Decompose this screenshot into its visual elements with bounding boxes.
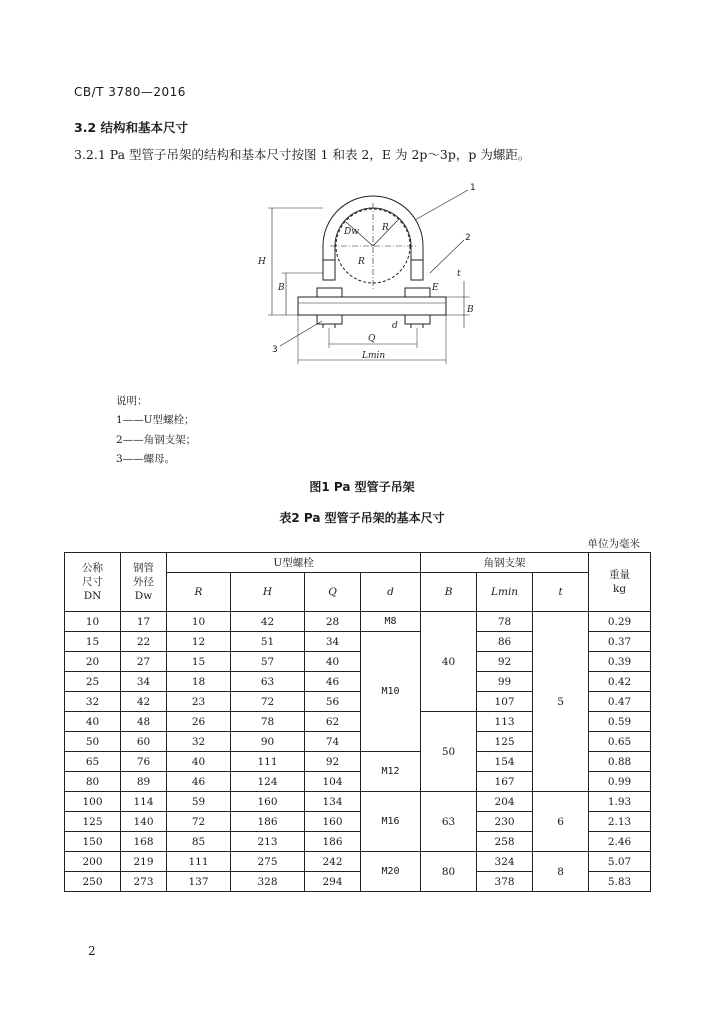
table-caption: 表2 Pa 型管子吊架的基本尺寸: [279, 511, 445, 525]
cell-r: 23: [167, 692, 231, 712]
cell-h: 78: [231, 712, 305, 732]
cell-dn: 125: [65, 812, 121, 832]
dim-label-e: E: [432, 283, 439, 293]
cell-weight: 0.29: [589, 612, 651, 632]
cell-q: 62: [305, 712, 361, 732]
cell-r: 111: [167, 852, 231, 872]
cell-weight: 0.65: [589, 732, 651, 752]
cell-q: 160: [305, 812, 361, 832]
cell-r: 12: [167, 632, 231, 652]
cell-r: 32: [167, 732, 231, 752]
cell-q: 34: [305, 632, 361, 652]
cell-dn: 65: [65, 752, 121, 772]
cell-dn: 20: [65, 652, 121, 672]
cell-d: M10: [361, 632, 421, 752]
header-dn: 公称 尺寸 DN: [65, 553, 121, 612]
dim-label-b-right: B: [467, 305, 474, 315]
table-row: [65, 792, 651, 812]
cell-b: 40: [421, 612, 477, 712]
cell-q: 28: [305, 612, 361, 632]
cell-r: 40: [167, 752, 231, 772]
header-r: R: [167, 573, 231, 612]
cell-lmin: 204: [477, 792, 533, 812]
cell-dn: 80: [65, 772, 121, 792]
cell-lmin: 378: [477, 872, 533, 892]
cell-lmin: 125: [477, 732, 533, 752]
cell-dw: 60: [121, 732, 167, 752]
cell-dw: 168: [121, 832, 167, 852]
legend-item: 1——U型螺栓；: [116, 414, 195, 426]
dim-label-lmin: Lmin: [362, 351, 386, 361]
section-paragraph: 3.2.1 Pa 型管子吊架的结构和基本尺寸按图 1 和表 2，E 为 2p～3p，p 为螺距。: [74, 147, 531, 162]
cell-t: 8: [533, 852, 589, 892]
standard-code: CB/T 3780—2016: [74, 85, 186, 99]
figure-caption: 图1 Pa 型管子吊架: [309, 480, 415, 494]
nut-top-left: [317, 288, 342, 297]
cell-dn: 10: [65, 612, 121, 632]
cell-weight: 0.47: [589, 692, 651, 712]
header-d: d: [361, 573, 421, 612]
header-bracket: 角钢支架: [421, 553, 589, 573]
callout-1: 1: [470, 183, 476, 193]
unit-note: 单位为毫米: [587, 538, 640, 550]
cell-d: M8: [361, 612, 421, 632]
cell-r: 46: [167, 772, 231, 792]
cell-dw: 114: [121, 792, 167, 812]
cell-lmin: 230: [477, 812, 533, 832]
cell-q: 104: [305, 772, 361, 792]
cell-h: 63: [231, 672, 305, 692]
cell-h: 328: [231, 872, 305, 892]
cell-dn: 250: [65, 872, 121, 892]
cell-t: 5: [533, 612, 589, 792]
cell-weight: 0.88: [589, 752, 651, 772]
cell-lmin: 107: [477, 692, 533, 712]
header-lmin: Lmin: [477, 573, 533, 612]
header-dw: 钢管 外径 Dw: [121, 553, 167, 612]
header-h: H: [231, 573, 305, 612]
cell-r: 137: [167, 872, 231, 892]
cell-dn: 200: [65, 852, 121, 872]
nut-top-right: [405, 288, 430, 297]
cell-lmin: 86: [477, 632, 533, 652]
cell-d: M12: [361, 752, 421, 792]
dim-label-r-top: R: [382, 223, 389, 233]
cell-h: 160: [231, 792, 305, 812]
nut-bottom-left: [317, 315, 342, 324]
cell-weight: 1.93: [589, 792, 651, 812]
header-u-bolt: U型螺栓: [167, 553, 421, 573]
cell-weight: 2.46: [589, 832, 651, 852]
dim-label-q: Q: [368, 334, 376, 344]
cell-h: 213: [231, 832, 305, 852]
dimension-table: [64, 552, 651, 892]
cell-lmin: 99: [477, 672, 533, 692]
cell-dw: 76: [121, 752, 167, 772]
cell-r: 18: [167, 672, 231, 692]
callout-3: 3: [272, 345, 278, 355]
legend-item: 2——角钢支架；: [116, 434, 197, 446]
cell-h: 72: [231, 692, 305, 712]
thread-left: [323, 260, 335, 280]
cell-h: 42: [231, 612, 305, 632]
cell-weight: 0.39: [589, 652, 651, 672]
cell-dn: 150: [65, 832, 121, 852]
cell-dn: 32: [65, 692, 121, 712]
cell-lmin: 92: [477, 652, 533, 672]
dim-label-r-side: R: [358, 257, 365, 267]
legend-title: 说明：: [116, 395, 148, 407]
cell-dn: 40: [65, 712, 121, 732]
cell-dn: 50: [65, 732, 121, 752]
cell-q: 134: [305, 792, 361, 812]
cell-dw: 273: [121, 872, 167, 892]
cell-q: 40: [305, 652, 361, 672]
dim-label-t: t: [457, 269, 461, 279]
cell-q: 242: [305, 852, 361, 872]
cell-r: 72: [167, 812, 231, 832]
cell-b: 63: [421, 792, 477, 852]
cell-q: 46: [305, 672, 361, 692]
dim-label-d: d: [392, 321, 398, 331]
header-t: t: [533, 573, 589, 612]
cell-dn: 15: [65, 632, 121, 652]
callout-2: 2: [465, 233, 471, 243]
cell-lmin: 258: [477, 832, 533, 852]
cell-dw: 42: [121, 692, 167, 712]
cell-dw: 27: [121, 652, 167, 672]
cell-dw: 219: [121, 852, 167, 872]
cell-weight: 0.59: [589, 712, 651, 732]
thread-right: [411, 260, 423, 280]
page-number: 2: [88, 944, 96, 958]
cell-q: 56: [305, 692, 361, 712]
cell-d: M20: [361, 852, 421, 892]
table-row: [65, 852, 651, 872]
cell-dw: 48: [121, 712, 167, 732]
cell-h: 186: [231, 812, 305, 832]
cell-lmin: 167: [477, 772, 533, 792]
cell-q: 186: [305, 832, 361, 852]
cell-dw: 22: [121, 632, 167, 652]
cell-h: 51: [231, 632, 305, 652]
table-row: [65, 612, 651, 632]
angle-bracket: [298, 297, 446, 315]
cell-h: 90: [231, 732, 305, 752]
cell-r: 15: [167, 652, 231, 672]
cell-lmin: 113: [477, 712, 533, 732]
legend-item: 3——螺母。: [116, 453, 176, 465]
nut-bottom-right: [405, 315, 430, 324]
cell-weight: 5.07: [589, 852, 651, 872]
cell-q: 294: [305, 872, 361, 892]
cell-b: 50: [421, 712, 477, 792]
cell-d: M16: [361, 792, 421, 852]
cell-weight: 5.83: [589, 872, 651, 892]
cell-q: 74: [305, 732, 361, 752]
dim-label-b-left: B: [278, 283, 285, 293]
cell-h: 275: [231, 852, 305, 872]
cell-h: 57: [231, 652, 305, 672]
cell-r: 85: [167, 832, 231, 852]
cell-b: 80: [421, 852, 477, 892]
pipe-hanger-drawing: [250, 178, 490, 374]
cell-dw: 34: [121, 672, 167, 692]
cell-q: 92: [305, 752, 361, 772]
cell-weight: 0.42: [589, 672, 651, 692]
cell-weight: 0.99: [589, 772, 651, 792]
cell-dw: 89: [121, 772, 167, 792]
cell-dn: 25: [65, 672, 121, 692]
header-weight: 重量 kg: [589, 553, 651, 612]
cell-r: 26: [167, 712, 231, 732]
cell-dw: 17: [121, 612, 167, 632]
cell-lmin: 324: [477, 852, 533, 872]
dim-label-h: H: [258, 257, 266, 267]
cell-lmin: 154: [477, 752, 533, 772]
cell-dw: 140: [121, 812, 167, 832]
header-b: B: [421, 573, 477, 612]
cell-r: 59: [167, 792, 231, 812]
cell-dn: 100: [65, 792, 121, 812]
cell-r: 10: [167, 612, 231, 632]
cell-h: 124: [231, 772, 305, 792]
cell-weight: 2.13: [589, 812, 651, 832]
header-q: Q: [305, 573, 361, 612]
cell-weight: 0.37: [589, 632, 651, 652]
cell-t: 6: [533, 792, 589, 852]
cell-lmin: 78: [477, 612, 533, 632]
cell-h: 111: [231, 752, 305, 772]
section-heading: 3.2 结构和基本尺寸: [74, 120, 188, 135]
dim-label-dw: Dw: [344, 227, 359, 237]
